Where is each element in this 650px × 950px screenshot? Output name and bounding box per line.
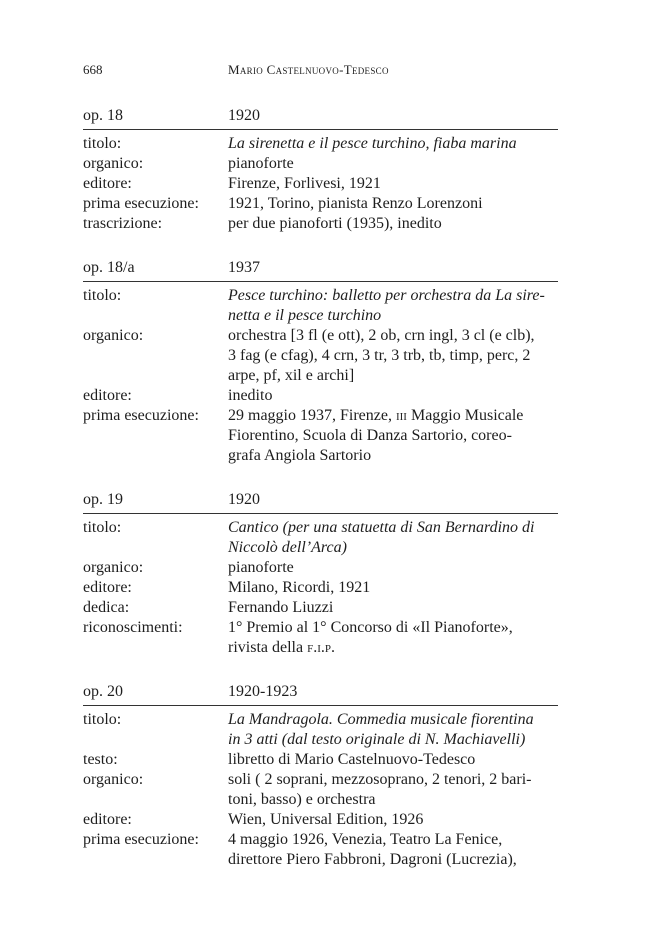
- field-row: [83, 598, 558, 618]
- value-text: pianoforte: [228, 559, 294, 576]
- value-line: [228, 366, 558, 386]
- value-text: 3 fag (e cfag), 4 crn, 3 tr, 3 trb, tb, timp, perc, 2: [228, 347, 531, 364]
- value-text: per due pianoforti (1935), inedito: [228, 215, 442, 232]
- value-text: inedito: [228, 387, 273, 404]
- value-text: La sirenetta e il pesce turchino, fiaba marina: [228, 135, 517, 152]
- opus-number: op. 18: [83, 107, 123, 124]
- value-text: Pesce turchino: balletto per orchestra da La sire-: [228, 287, 545, 304]
- value-line: [228, 154, 558, 174]
- field-row: [83, 134, 558, 154]
- value-text: soli ( 2 soprani, mezzosoprano, 2 tenori, 2 bari-: [228, 771, 532, 788]
- field-row: [83, 174, 558, 194]
- field-label: organico:: [83, 155, 144, 172]
- field-value: [228, 518, 558, 558]
- field-row: [83, 326, 558, 386]
- field-label: prima esecuzione:: [83, 831, 199, 848]
- field-value: [228, 134, 558, 154]
- field-value: [228, 558, 558, 578]
- field-label: trascrizione:: [83, 215, 163, 232]
- field-value: [228, 598, 558, 618]
- opus-heading: [83, 106, 558, 130]
- value-text: Fiorentino, Scuola di Danza Sartorio, coreo-: [228, 427, 512, 444]
- value-line: [228, 750, 558, 770]
- field-label: organico:: [83, 559, 144, 576]
- value-text: 29 maggio 1937, Firenze,: [228, 407, 396, 424]
- value-text: netta e il pesce turchino: [228, 307, 382, 324]
- value-line: [228, 306, 558, 326]
- value-line: [228, 446, 558, 466]
- value-text: 1° Premio al 1° Concorso di «Il Pianoforte»,: [228, 619, 513, 636]
- value-line: [228, 710, 558, 730]
- field-value: [228, 174, 558, 194]
- small-caps-abbrev: f.i.p.: [307, 639, 335, 656]
- value-text: Fernando Liuzzi: [228, 599, 334, 616]
- opus-entry: [83, 106, 558, 234]
- value-text: pianoforte: [228, 155, 294, 172]
- opus-entry: [83, 682, 558, 870]
- field-value: [228, 710, 558, 750]
- field-row: [83, 810, 558, 830]
- value-text: Wien, Universal Edition, 1926: [228, 811, 424, 828]
- opus-heading: [83, 258, 558, 282]
- value-text: 4 maggio 1926, Venezia, Teatro La Fenice,: [228, 831, 503, 848]
- field-value: [228, 326, 558, 386]
- field-row: [83, 386, 558, 406]
- value-text: Firenze, Forlivesi, 1921: [228, 175, 381, 192]
- value-text: Cantico (per una statuetta di San Bernardino di: [228, 519, 535, 536]
- field-value: [228, 194, 558, 214]
- small-caps-numeral: iii: [395, 407, 407, 424]
- field-row: [83, 830, 558, 870]
- field-value: [228, 830, 558, 870]
- value-text: orchestra [3 fl (e ott), 2 ob, crn ingl, 3 cl (e clb),: [228, 327, 535, 344]
- field-label: testo:: [83, 751, 118, 768]
- opus-heading: [83, 682, 558, 706]
- value-line: [228, 638, 558, 658]
- opus-number: op. 18/a: [83, 259, 135, 276]
- value-text: Niccolò dell’Arca): [228, 539, 347, 556]
- page-number: 668: [83, 62, 103, 77]
- value-line: [228, 286, 558, 306]
- field-row: [83, 406, 558, 466]
- value-line: [228, 730, 558, 750]
- opus-entry: [83, 490, 558, 658]
- value-text: 1921, Torino, pianista Renzo Lorenzoni: [228, 195, 483, 212]
- value-line: [228, 214, 558, 234]
- value-line: [228, 194, 558, 214]
- field-value: [228, 770, 558, 810]
- value-line: [228, 850, 558, 870]
- field-row: [83, 286, 558, 326]
- field-value: [228, 154, 558, 174]
- field-row: [83, 154, 558, 174]
- value-line: [228, 386, 558, 406]
- field-value: [228, 578, 558, 598]
- field-row: [83, 558, 558, 578]
- opus-year: 1920-1923: [228, 683, 298, 700]
- catalog-entries: [83, 106, 558, 894]
- value-line: [228, 790, 558, 810]
- value-line: [228, 538, 558, 558]
- field-label: organico:: [83, 771, 144, 788]
- value-text: in 3 atti (dal testo originale di N. Machiavelli): [228, 731, 526, 748]
- value-text: Milano, Ricordi, 1921: [228, 579, 371, 596]
- opus-number: op. 20: [83, 683, 123, 700]
- field-row: [83, 214, 558, 234]
- value-text: libretto di Mario Castelnuovo-Tedesco: [228, 751, 476, 768]
- field-row: [83, 618, 558, 658]
- value-line: [228, 346, 558, 366]
- field-label: titolo:: [83, 711, 122, 728]
- field-value: [228, 406, 558, 466]
- value-line: [228, 830, 558, 850]
- value-line: [228, 426, 558, 446]
- opus-year: 1920: [228, 491, 260, 508]
- field-label: editore:: [83, 579, 132, 596]
- field-label: titolo:: [83, 135, 122, 152]
- field-label: editore:: [83, 175, 132, 192]
- value-text: arpe, pf, xil e archi]: [228, 367, 355, 384]
- field-row: [83, 710, 558, 750]
- field-label: prima esecuzione:: [83, 195, 199, 212]
- field-row: [83, 518, 558, 558]
- field-value: [228, 214, 558, 234]
- field-label: editore:: [83, 811, 132, 828]
- field-row: [83, 770, 558, 810]
- value-line: [228, 770, 558, 790]
- field-label: riconoscimenti:: [83, 619, 183, 636]
- opus-entry: [83, 258, 558, 466]
- value-line: [228, 134, 558, 154]
- running-title: Mario Castelnuovo-Tedesco: [228, 62, 389, 77]
- field-value: [228, 386, 558, 406]
- field-value: [228, 810, 558, 830]
- value-line: [228, 810, 558, 830]
- field-label: titolo:: [83, 287, 122, 304]
- field-label: organico:: [83, 327, 144, 344]
- value-line: [228, 618, 558, 638]
- value-line: [228, 406, 558, 426]
- value-line: [228, 518, 558, 538]
- value-line: [228, 174, 558, 194]
- opus-year: 1937: [228, 259, 260, 276]
- field-value: [228, 750, 558, 770]
- field-row: [83, 194, 558, 214]
- field-label: editore:: [83, 387, 132, 404]
- opus-heading: [83, 490, 558, 514]
- value-line: [228, 326, 558, 346]
- field-row: [83, 578, 558, 598]
- value-text: toni, basso) e orchestra: [228, 791, 376, 808]
- value-text: La Mandragola. Commedia musicale fiorentina: [228, 711, 534, 728]
- opus-number: op. 19: [83, 491, 123, 508]
- field-value: [228, 286, 558, 326]
- field-label: titolo:: [83, 519, 122, 536]
- field-value: [228, 618, 558, 658]
- value-text: direttore Piero Fabbroni, Dagroni (Lucrezia),: [228, 851, 517, 868]
- value-line: [228, 598, 558, 618]
- value-text: Maggio Musicale: [406, 407, 524, 424]
- value-text: grafa Angiola Sartorio: [228, 447, 372, 464]
- field-label: prima esecuzione:: [83, 407, 199, 424]
- value-text: rivista della: [228, 639, 308, 656]
- running-head: [83, 62, 558, 82]
- opus-year: 1920: [228, 107, 260, 124]
- field-label: dedica:: [83, 599, 130, 616]
- value-line: [228, 558, 558, 578]
- value-line: [228, 578, 558, 598]
- field-row: [83, 750, 558, 770]
